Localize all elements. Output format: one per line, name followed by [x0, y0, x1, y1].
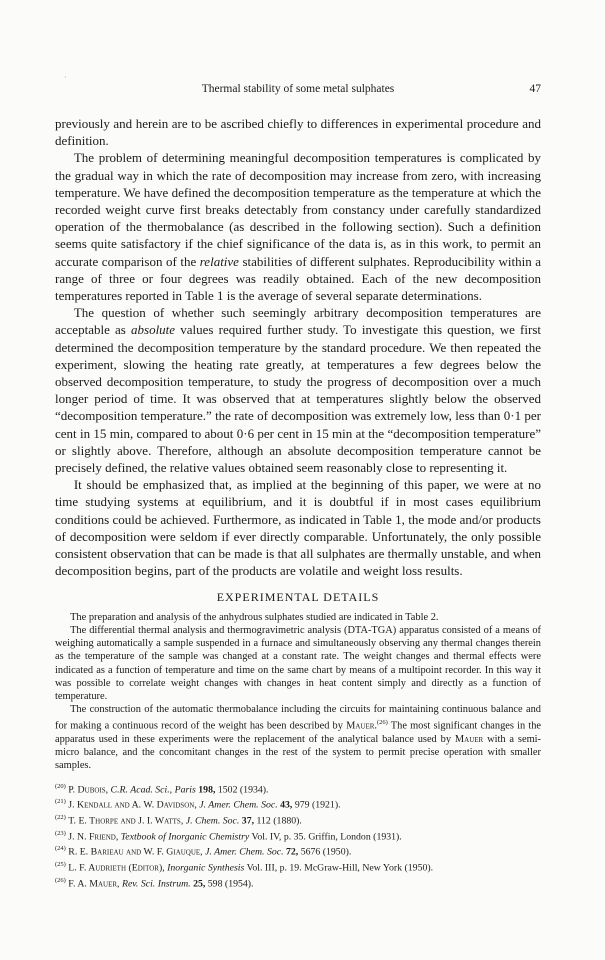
emphasis-relative: relative	[199, 253, 239, 269]
reference-volume: 198,	[198, 783, 216, 795]
paragraph-1: previously and herein are to be ascribed chiefly to differences in experimental procedure and definition.	[55, 116, 541, 149]
paragraph-3-text-a: The question of whether such seemingly arbitrary decomposition temperatures are acceptable as	[55, 305, 541, 338]
reference-volume: 72,	[286, 846, 299, 858]
section-paragraph-3	[55, 703, 541, 772]
author-name: Mauer.	[346, 720, 377, 732]
reference-item	[55, 812, 541, 828]
paragraph-3-text-b: values required further study. To investigate this question, we first determined the decomposition temperature by the standard procedure. We then repeated the experiment, slowing the heating rate greatly, at temperatures a few degrees below the observed decomposition temperature, to study the progress of decomposition over a much longer period of time. It was observed that at temperatures slightly below the observed “decomposition temperature.” the rate of decomposition was extremely low, less than 0·1 per cent in 15 min, compared to about 0·6 per cent in 15 min at the “decomposition temperature” or slightly above. Therefore, although an absolute decomposition temperature cannot be precisely defined, the relative values obtained seem reasonably close to representing it.	[55, 322, 541, 476]
reference-item	[55, 781, 541, 797]
reference-volume: 43,	[280, 799, 293, 811]
paragraph-2-text-b: stabilities of different sulphates. Reproducibility within a range of three or four degrees was readily obtained. Each of the new decomposition temperatures reported in Table 1 is the average of several separate determinations.	[55, 253, 541, 304]
reference-number: (26)	[55, 876, 66, 884]
reference-source: Rev. Sci. Instrum.	[121, 877, 191, 889]
reference-volume: 37,	[241, 815, 255, 827]
reference-item	[55, 875, 541, 891]
reference-number: (24)	[55, 845, 66, 853]
reference-source: J. Amer. Chem. Soc.	[199, 799, 278, 811]
reference-item	[55, 828, 541, 844]
reference-source: J. Amer. Chem. Soc.	[205, 846, 284, 858]
reference-number: (25)	[55, 860, 66, 868]
paragraph-2	[55, 149, 541, 304]
scan-mark: ·	[64, 73, 67, 82]
reference-authors: R. E. Barieau and W. F. Giauque,	[68, 846, 203, 858]
reference-authors: L. F. Audrieth (Editor),	[68, 862, 165, 874]
reference-authors: J. N. Friend,	[68, 830, 119, 842]
reference-number: (21)	[55, 798, 66, 806]
reference-source: Inorganic Synthesis	[167, 862, 245, 874]
section-heading: EXPERIMENTAL DETAILS	[216, 590, 380, 605]
reference-details: Vol. IV, p. 35. Griffin, London (1931).	[251, 830, 402, 842]
author-name: Mauer	[454, 733, 484, 745]
experimental-section	[55, 611, 541, 773]
paragraph-4: It should be emphasized that, as implied at the beginning of this paper, we were at no time studying systems at equilibrium, and it is doubtful if in most cases equilibrium conditions could be achieved. Furthermore, as indicated in Table 1, the mode and/or products of decomposition were seldom if ever directly comparable. Unfortunately, the only possible consistent observation that can be made is that all sulphates are thermally unstable, and when decomposition begins, part of the products are volatile and weight loss results.	[55, 477, 541, 579]
reference-source: J. Chem. Soc.	[185, 815, 240, 827]
section-paragraph-3-text-a: The construction of the automatic thermobalance including the circuits for maintaining continuous balance and for making a continuous record of the weight has been described by	[55, 704, 541, 732]
reference-authors: T. E. Thorpe and J. I. Watts,	[68, 815, 184, 827]
reference-authors: F. A. Mauer,	[68, 877, 120, 889]
paragraph-2-text-a: The problem of determining meaningful decomposition temperatures is complicated by the gradual way in which the rate of decomposition may increase from zero, with increasing temperature. We have defined the decomposition temperature as the temperature at which the recorded weight curve first breaks detectably from constancy under carefully standardized operation of the thermobalance (as described in the following section). Such a definition seems quite satisfactory if the chief significance of the data is, as in this work, to permit an accurate comparison of the	[55, 150, 541, 269]
reference-details: 598 (1954).	[207, 877, 254, 889]
running-header	[55, 83, 541, 99]
paragraph-3	[55, 304, 541, 476]
section-paragraph-2: The differential thermal analysis and thermogravimetric analysis (DTA-TGA) apparatus consisted of a means of weighing automatically a sample suspended in a furnace and simultaneously observing any thermal changes therein as the temperature of the sample was changed at a constant rate. The weight changes and thermal effects were indicated as a function of temperature and time on the same chart by means of a multipoint recorder. In this way it was possible to correlate weight changes with changes in heat content simply and directly as a function of temperature.	[55, 624, 541, 702]
page-number: 47	[529, 83, 541, 95]
reference-volume: 25,	[193, 877, 206, 889]
reference-details: Vol. III, p. 19. McGraw-Hill, New York (1950).	[246, 862, 434, 874]
reference-number: (20)	[55, 782, 66, 790]
citation-marker: (26)	[377, 719, 388, 727]
reference-details: 979 (1921).	[294, 799, 341, 811]
reference-details: 1502 (1934).	[217, 783, 269, 795]
reference-details: 5676 (1950).	[300, 846, 352, 858]
emphasis-absolute: absolute	[131, 322, 176, 338]
reference-source: Textbook of Inorganic Chemistry	[120, 830, 250, 842]
reference-source: C.R. Acad. Sci., Paris	[110, 783, 196, 795]
article-body	[55, 115, 541, 890]
reference-item	[55, 796, 541, 812]
reference-item	[55, 843, 541, 859]
reference-authors: J. Kendall and A. W. Davidson,	[68, 799, 197, 811]
reference-list	[55, 781, 541, 891]
reference-number: (23)	[55, 829, 66, 837]
reference-authors: P. Dubois,	[68, 783, 109, 795]
running-title: Thermal stability of some metal sulphates	[201, 83, 395, 95]
section-paragraph-3-text-c: with a semi-micro balance, and the concomitant changes in the rest of the system to permit precise operation with smaller samples.	[55, 733, 542, 772]
reference-number: (22)	[55, 813, 66, 821]
section-paragraph-1: The preparation and analysis of the anhydrous sulphates studied are indicated in Table 2.	[70, 611, 439, 623]
reference-item	[55, 859, 541, 875]
reference-details: 112 (1880).	[256, 815, 302, 827]
section-paragraph-3-text-b: The most significant changes in the apparatus used in these experiments were the replacement of the analytical balance used by	[55, 720, 541, 745]
